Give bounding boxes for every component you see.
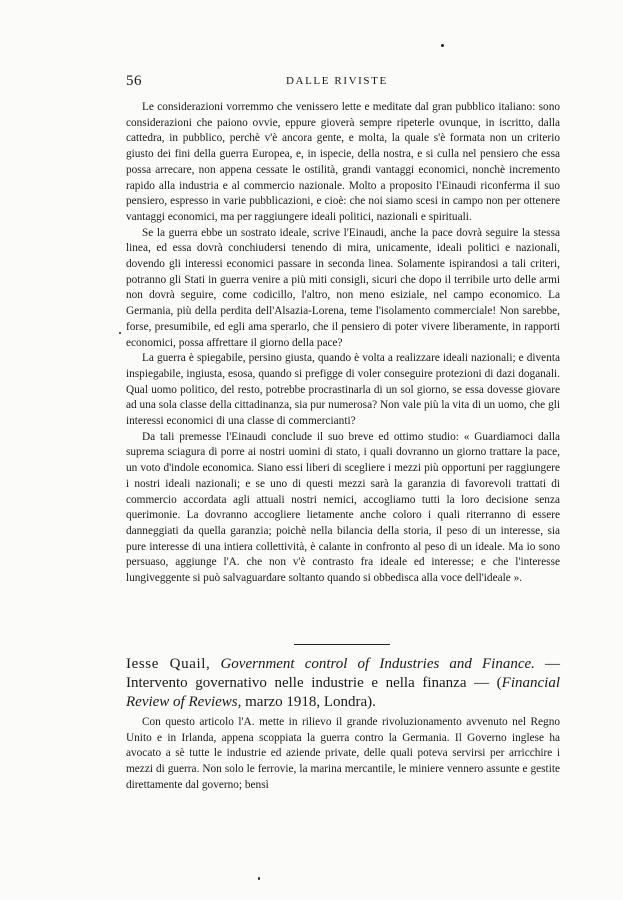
review-citation (126, 655, 560, 712)
scan-speck (441, 44, 444, 47)
page-number: 56 (126, 73, 142, 89)
review-date: marzo 1918, Londra). (241, 694, 376, 710)
scan-speck (119, 332, 121, 334)
paragraph-1: Le considerazioni vorremmo che venissero lette e meditate dal gran pubblico italiano: sono considerazioni che paiono ovvie, eppure gioverà sempre ripeterle ovunque, in iscritto, dalla cattedra, in pubblico, perchè v'è ancora gente, e molta, la quale s'è formata non un criterio giusto dei fini della guerra Europea, e, in ispecie, della nostra, e si culla nel pensiero che essa possa arrecare, non appena cessate le ostilità, grandi vantaggi economici, nonchè incremento rapido alla industria e al commercio nazionale. Molto a proposito l'Einaudi riconferma il suo pensiero, espresso in varie pubblicazioni, e cioè: che noi siamo scesi in campo non per ottenere vantaggi economici, ma per raggiungere ideali politici, nazionali e spirituali. (126, 101, 560, 223)
review-title: Government control of Industries and Finance. (220, 656, 535, 672)
running-title: DALLE RIVISTE (286, 75, 388, 87)
review-body (126, 715, 560, 794)
paragraph-3: La guerra è spiegabile, persino giusta, quando è volta a realizzare ideali nazionali; e diventa inspiegabile, ingiusta, esosa, quando si prefigge di voler conseguire protezioni di dazi doganali. Qual uomo politico, del resto, potrebbe procrastinarla di un sol giorno, se essa dovesse giovare ad una sola classe della cittadinanza, sia pur numerosa? Non vale più la vita di un uomo, che gli interessi economici di una classe di commercianti? (126, 352, 560, 428)
paragraph-4: Da tali premesse l'Einaudi conclude il suo breve ed ottimo studio: « Guardiamoci dalla suprema sciagura di porre ai nostri uomini di stato, i quali dovranno un giorno trattare la pace, un voto d'indole economica. Siano essi liberi di scegliere i mezzi più opportuni per raggiungere i nostri ideali nazionali; e se uno di questi mezzi sarà la garanzia di favorevoli trattati di commercio accordata agli attuali nostri nemici, accogliamo tutti la loro decisione senza querimonie. La dovranno accogliere lietamente anche coloro i quali riterranno di essere danneggiati da quella garanzia; poichè nella bilancia della storia, il peso di un interesse, sia pure interesse di una intiera collettività, è calante in confronto al peso di un ideale. Ma io sono persuaso, aggiunge l'A. che non v'è contrasto fra ideale ed interesse; e che l'interesse lungiveggente si può salvaguardare soltanto quando si obbedisca alla voce dell'ideale ». (126, 430, 560, 585)
review-paragraph: Con questo articolo l'A. mette in rilievo il grande rivoluzionamento avvenuto nel Regno Unito e in Irlanda, appena scoppiata la guerra contro la Germania. Il Governo inglese ha avocato a sè tutte le industrie ed aziende private, delle quali poteva servirsi per arricchire i mezzi di guerra. Non solo le ferrovie, la marina mercantile, le miniere vennero assunte e gestite direttamente dal governo; bensì (126, 716, 560, 791)
review-translation: — Intervento governativo nelle industrie e nella finanza — ( (126, 656, 560, 691)
scan-speck (258, 877, 260, 880)
review-author: Iesse Quail, (126, 656, 211, 672)
article-body (126, 100, 560, 587)
section-divider (294, 644, 390, 645)
review-heading (126, 655, 560, 712)
review-source: Financial Review of Reviews, (126, 675, 560, 710)
paragraph-2: Se la guerra ebbe un sostrato ideale, scrive l'Einaudi, anche la pace dovrà seguire la stessa linea, ed essa dovrà conchiudersi tenendo di mira, unicamente, ideali politici e nazionali, dovendo gli interessi economici passare in seconda linea. Solamente ispirandosi a tali criteri, potranno gli Stati in guerra venire a più miti consigli, sicuri che dopo il terribile urto delle armi non dovrà seguire, come codicillo, l'altro, non meno esiziale, nel campo economico. La Germania, più della perdita dell'Alsazia-Lorena, teme l'isolamento commerciale! Non sarebbe, forse, presumibile, ed egli ama sperarlo, che il pensiero di poter vivere liberamente, in rapporti economici, possa affrettare il giorno della pace? (126, 226, 560, 349)
page-header (126, 73, 556, 93)
